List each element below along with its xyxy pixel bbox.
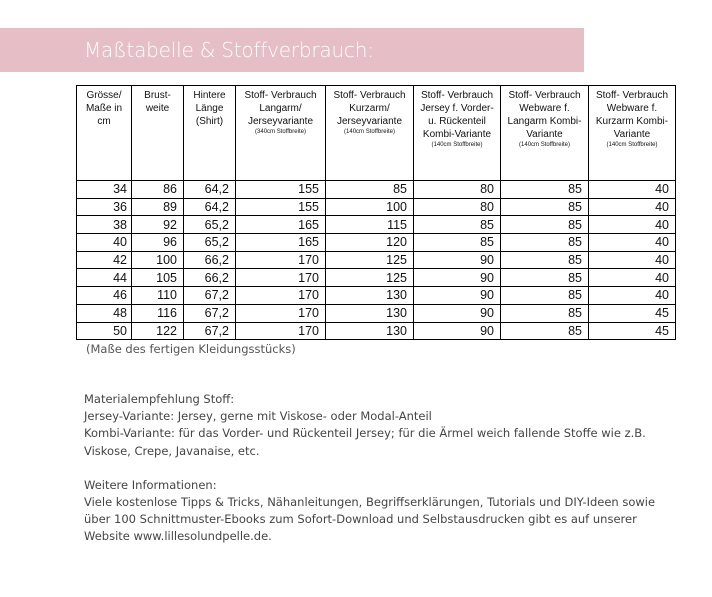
size-table-header xyxy=(77,86,676,181)
table-cell: 90 xyxy=(414,287,501,305)
table-cell: 85 xyxy=(501,304,589,322)
table-cell: 85 xyxy=(326,181,414,199)
table-row xyxy=(77,287,676,305)
table-cell: 85 xyxy=(414,234,501,252)
table-row xyxy=(77,234,676,252)
column-header xyxy=(184,86,236,181)
info-heading: Weitere Informationen: xyxy=(84,477,217,492)
material-line: Viskose, Crepe, Javanaise, etc. xyxy=(84,443,260,458)
column-header-label: Hintere Länge (Shirt) xyxy=(193,90,226,127)
table-cell: 85 xyxy=(501,216,589,234)
column-header-note: (140cm Stoffbreite) xyxy=(431,142,483,148)
info-line: Viele kostenlose Tipps & Tricks, Nähanleitungen, Begriffserklärungen, Tutorials und DIY-Ideen sowie xyxy=(84,495,656,510)
table-row xyxy=(77,251,676,269)
table-cell: 100 xyxy=(132,251,184,269)
column-header-label: Grösse/ Maße in cm xyxy=(85,90,123,127)
table-cell: 40 xyxy=(589,234,676,252)
table-cell: 48 xyxy=(77,304,132,322)
table-row xyxy=(77,269,676,287)
spacer xyxy=(84,460,684,477)
column-header-label: Stoff- Verbrauch Webware f. Langarm Kombi-Variante xyxy=(507,90,582,140)
column-header-label: Stoff- Verbrauch Jersey f. Vorder- u. Rückenteil Kombi-Variante xyxy=(420,90,494,140)
table-cell: 85 xyxy=(501,198,589,216)
table-cell: 45 xyxy=(589,304,676,322)
table-cell: 85 xyxy=(501,287,589,305)
table-row xyxy=(77,322,676,340)
table-cell: 165 xyxy=(236,216,326,234)
table-cell: 65,2 xyxy=(184,234,236,252)
column-header-label: Stoff- Verbrauch Langarm/ Jerseyvariante xyxy=(244,90,317,127)
table-cell: 40 xyxy=(77,234,132,252)
table-cell: 130 xyxy=(326,304,414,322)
table-cell: 92 xyxy=(132,216,184,234)
column-header-label: Stoff- Verbrauch Webware f. Kurzarm Kombi-Variante xyxy=(595,90,669,140)
table-caption: (Maße des fertigen Kleidungsstücks) xyxy=(86,342,296,356)
table-cell: 125 xyxy=(326,251,414,269)
column-header-note: (140cm Stoffbreite) xyxy=(344,129,395,135)
table-cell: 85 xyxy=(501,269,589,287)
size-table-body xyxy=(77,181,676,340)
table-cell: 85 xyxy=(501,251,589,269)
table-cell: 40 xyxy=(589,269,676,287)
table-cell: 165 xyxy=(236,234,326,252)
table-cell: 67,2 xyxy=(184,322,236,340)
table-cell: 170 xyxy=(236,304,326,322)
info-line: über 100 Schnittmuster-Ebooks zum Sofort-Download und Selbstausdrucken gibt es auf unserer xyxy=(84,512,637,527)
table-cell: 64,2 xyxy=(184,181,236,199)
table-cell: 125 xyxy=(326,269,414,287)
table-cell: 155 xyxy=(236,181,326,199)
table-cell: 90 xyxy=(414,304,501,322)
table-cell: 66,2 xyxy=(184,251,236,269)
table-row xyxy=(77,198,676,216)
table-cell: 44 xyxy=(77,269,132,287)
table-cell: 122 xyxy=(132,322,184,340)
table-cell: 115 xyxy=(326,216,414,234)
table-cell: 40 xyxy=(589,287,676,305)
column-header xyxy=(414,86,501,181)
table-cell: 170 xyxy=(236,287,326,305)
table-cell: 130 xyxy=(326,322,414,340)
table-cell: 105 xyxy=(132,269,184,287)
column-header-label: Brust- weite xyxy=(144,90,171,114)
table-row xyxy=(77,304,676,322)
table-cell: 120 xyxy=(326,234,414,252)
table-cell: 170 xyxy=(236,322,326,340)
table-cell: 67,2 xyxy=(184,287,236,305)
material-line: Jersey-Variante: Jersey, gerne mit Viskose- oder Modal-Anteil xyxy=(84,409,432,424)
table-cell: 85 xyxy=(501,181,589,199)
table-cell: 85 xyxy=(414,216,501,234)
table-cell: 170 xyxy=(236,269,326,287)
column-header xyxy=(77,86,132,181)
table-cell: 90 xyxy=(414,251,501,269)
header-row xyxy=(77,86,676,181)
table-cell: 40 xyxy=(589,198,676,216)
table-cell: 85 xyxy=(501,322,589,340)
table-cell: 89 xyxy=(132,198,184,216)
column-header-note: (140cm Stoffbreite) xyxy=(519,142,570,148)
table-cell: 86 xyxy=(132,181,184,199)
table-cell: 80 xyxy=(414,181,501,199)
table-cell: 110 xyxy=(132,287,184,305)
column-header xyxy=(132,86,184,181)
size-table xyxy=(76,85,676,340)
table-cell: 50 xyxy=(77,322,132,340)
table-cell: 64,2 xyxy=(184,198,236,216)
table-cell: 40 xyxy=(589,251,676,269)
table-cell: 130 xyxy=(326,287,414,305)
table-cell: 66,2 xyxy=(184,269,236,287)
table-cell: 170 xyxy=(236,251,326,269)
table-cell: 36 xyxy=(77,198,132,216)
column-header-label: Stoff- Verbrauch Kurzarm/ Jerseyvariante xyxy=(333,90,406,127)
table-cell: 90 xyxy=(414,269,501,287)
table-cell: 80 xyxy=(414,198,501,216)
material-heading: Materialempfehlung Stoff: xyxy=(84,392,235,406)
table-cell: 46 xyxy=(77,287,132,305)
table-cell: 155 xyxy=(236,198,326,216)
table-cell: 67,2 xyxy=(184,304,236,322)
column-header xyxy=(326,86,414,181)
table-row xyxy=(77,216,676,234)
table-cell: 100 xyxy=(326,198,414,216)
column-header xyxy=(589,86,676,181)
table-cell: 42 xyxy=(77,251,132,269)
table-row xyxy=(77,181,676,199)
table-cell: 34 xyxy=(77,181,132,199)
column-header-note: (340cm Stoffbreite) xyxy=(255,129,306,135)
info-section xyxy=(84,391,684,546)
table-cell: 65,2 xyxy=(184,216,236,234)
table-cell: 38 xyxy=(77,216,132,234)
table-cell: 40 xyxy=(589,181,676,199)
material-line: Kombi-Variante: für das Vorder- und Rückenteil Jersey; für die Ärmel weich fallende Stoffe wie z.B. xyxy=(84,426,646,441)
column-header-note: (140cm Stoffbreite) xyxy=(606,142,658,148)
table-cell: 45 xyxy=(589,322,676,340)
column-header xyxy=(501,86,589,181)
table-cell: 116 xyxy=(132,304,184,322)
title-banner xyxy=(0,28,584,72)
column-header xyxy=(236,86,326,181)
table-cell: 85 xyxy=(501,234,589,252)
table-cell: 90 xyxy=(414,322,501,340)
page-title: Maßtabelle & Stoffverbrauch: xyxy=(84,38,374,62)
table-cell: 40 xyxy=(589,216,676,234)
table-cell: 96 xyxy=(132,234,184,252)
info-line: Website www.lillesolundpelle.de. xyxy=(84,529,272,544)
